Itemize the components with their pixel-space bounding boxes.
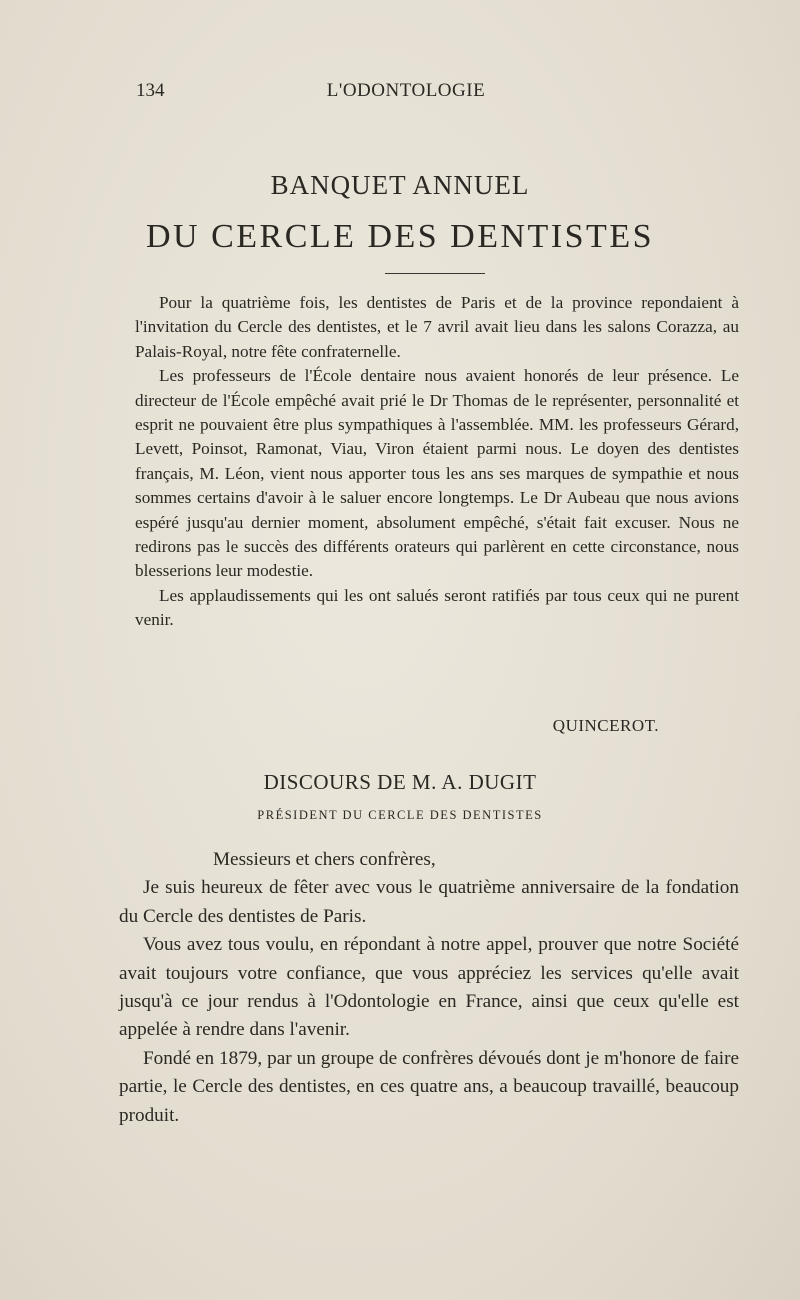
running-title: L'ODONTOLOGIE — [326, 80, 486, 101]
article-signature: QUINCEROT. — [552, 716, 659, 735]
article-title-line2: DU CERCLE DES DENTISTES — [146, 218, 654, 255]
article-body — [135, 291, 739, 633]
speech-salutation: Messieurs et chers confrères, — [213, 849, 436, 870]
speech-title: DISCOURS DE M. A. DUGIT — [263, 770, 537, 794]
speech-body — [119, 846, 739, 1130]
speech-paragraph: Je suis heureux de fêter avec vous le quatrième anniversaire de la fondation du Cercle des dentistes de Paris. — [119, 877, 739, 927]
speech-paragraph: Fondé en 1879, par un groupe de confrères dévoués dont je m'honore de faire partie, le Cercle des dentistes, en ces quatre ans, a beaucoup travaillé, beaucoup produit. — [119, 1047, 739, 1126]
article-title-line1: BANQUET ANNUEL — [270, 170, 530, 200]
page-number: 134 — [136, 80, 165, 101]
article-paragraph: Les professeurs de l'École dentaire nous avaient honorés de leur présence. Le directeur de l'École empêché avait prié le Dr Thomas de le représenter, personnalité et esprit ne pouvaient être plus sympathiques à l'assemblée. MM. les professeurs Gérard, Levett, Poinsot, Ramonat, Viau, Viron étaient parmi nous. Le doyen des dentistes français, M. Léon, vient nous apporter tous les ans ses marques de sympathie et nous sommes certains d'avoir à le saluer encore longtemps. Le Dr Aubeau que nous avions espéré jusqu'au dernier moment, absolument empêché, s'était fait excuser. Nous ne redirons pas le succès des différents orateurs qui parlèrent en cette circonstance, nous blesserions leur modestie. — [135, 366, 739, 581]
speech-subtitle: PRÉSIDENT DU CERCLE DES DENTISTES — [257, 808, 543, 822]
title-divider — [385, 273, 485, 274]
article-paragraph: Pour la quatrième fois, les dentistes de Paris et de la province repondaient à l'invitation du Cercle des dentistes, et le 7 avril avait lieu dans les salons Corazza, au Palais-Royal, notre fête confraternelle. — [135, 293, 739, 361]
article-paragraph: Les applaudissements qui les ont salués seront ratifiés par tous ceux qui ne purent venir. — [135, 585, 739, 630]
speech-paragraph: Vous avez tous voulu, en répondant à notre appel, prouver que notre Société avait toujours votre confiance, que vous appréciez les services qu'elle avait jusqu'à ce jour rendus à l'Odontologie en France, ainsi que ceux qu'elle est appelée à rendre dans l'avenir. — [119, 934, 739, 1041]
